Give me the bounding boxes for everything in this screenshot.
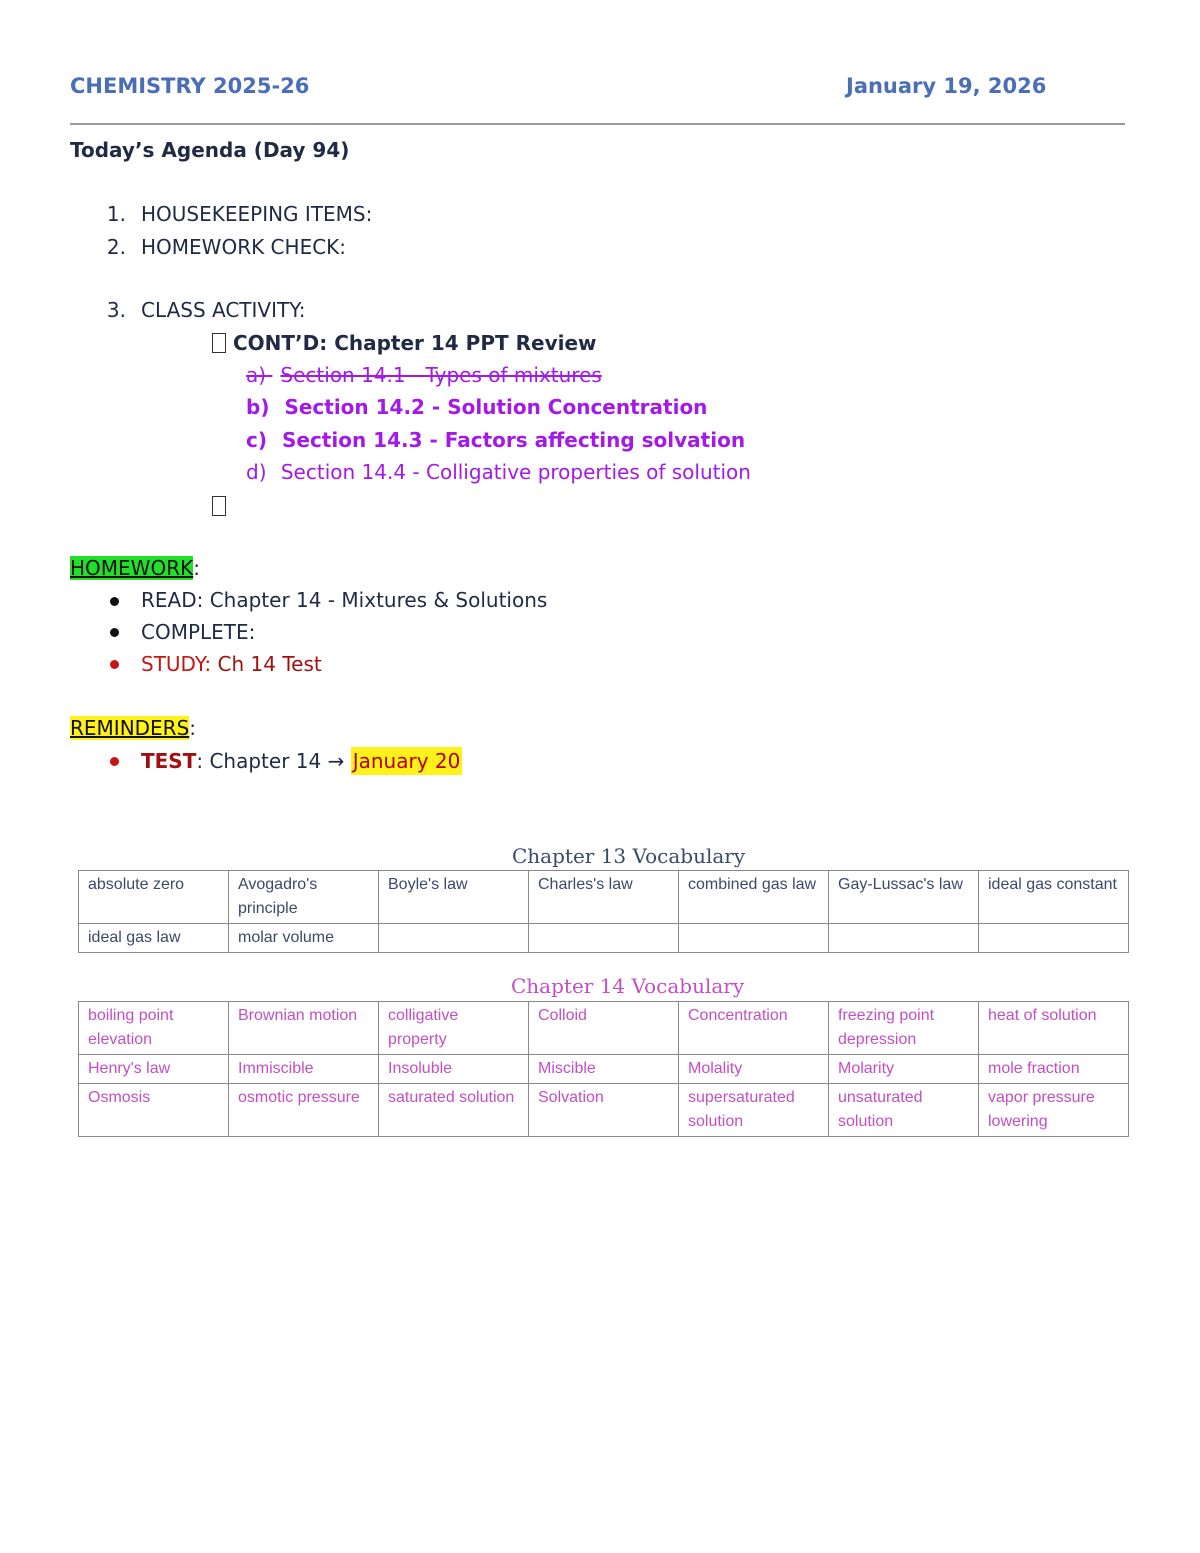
table-row (79, 871, 1129, 924)
vocab-cell: Osmosis (79, 1084, 229, 1137)
section-item (246, 428, 745, 452)
test-date: January 20 (352, 749, 461, 773)
vocab-cell: mole fraction (979, 1055, 1129, 1084)
document-date: January 19, 2026 (846, 74, 1047, 98)
vocab-cell: Henry's law (79, 1055, 229, 1084)
test-text: : Chapter 14 → (196, 749, 351, 773)
vocab-cell: Molality (679, 1055, 829, 1084)
homework-heading: HOMEWORK: (70, 556, 200, 580)
vocab-cell: colligative property (379, 1002, 529, 1055)
homework-item (141, 588, 547, 612)
vocab-cell: boiling point elevation (79, 1002, 229, 1055)
vocab13-title: Chapter 13 Vocabulary (512, 844, 746, 868)
vocab-cell: Boyle's law (379, 871, 529, 924)
vocab-cell: Immiscible (229, 1055, 379, 1084)
checkbox-icon (212, 333, 226, 353)
agenda-item-number: 1. (106, 202, 126, 226)
vocab-cell: heat of solution (979, 1002, 1129, 1055)
vocab14-table (78, 1001, 1129, 1137)
activity-heading (212, 331, 597, 355)
table-row (79, 924, 1129, 953)
vocab-cell: Charles's law (529, 871, 679, 924)
vocab-cell: supersaturated solution (679, 1084, 829, 1137)
bullet-icon (110, 757, 119, 766)
vocab-cell: osmotic pressure (229, 1084, 379, 1137)
bullet-icon (110, 597, 119, 606)
section-letter: a) (246, 363, 267, 387)
section-label: Section 14.1 - Types of mixtures (280, 363, 602, 387)
vocab-cell: Concentration (679, 1002, 829, 1055)
table-row (79, 1084, 1129, 1137)
vocab-cell: Insoluble (379, 1055, 529, 1084)
homework-item-value: Ch 14 Test (211, 652, 322, 676)
agenda-item-label: HOUSEKEEPING ITEMS: (141, 202, 373, 226)
test-key: TEST (141, 749, 197, 773)
vocab-cell: molar volume (229, 924, 379, 953)
activity-heading-chapter: 14 (430, 331, 459, 355)
homework-item (141, 620, 255, 644)
vocab-cell (979, 924, 1129, 953)
vocab-cell: Brownian motion (229, 1002, 379, 1055)
vocab14-title: Chapter 14 Vocabulary (511, 974, 745, 998)
vocab-cell: ideal gas law (79, 924, 229, 953)
homework-label: HOMEWORK (70, 556, 194, 580)
section-item (246, 460, 751, 484)
header-divider (70, 123, 1125, 125)
bullet-icon (110, 660, 119, 669)
vocab-cell: absolute zero (79, 871, 229, 924)
vocab13-table (78, 870, 1129, 953)
homework-item-key: STUDY: (141, 652, 212, 676)
reminders-label: REMINDERS (70, 716, 190, 740)
table-row (79, 1055, 1129, 1084)
section-label: Section 14.2 - Solution Concentration (284, 395, 708, 419)
agenda-item-number: 3. (106, 298, 126, 322)
vocab-cell: freezing point depression (829, 1002, 979, 1055)
vocab-cell: Molarity (829, 1055, 979, 1084)
vocab-cell (829, 924, 979, 953)
vocab-cell: Colloid (529, 1002, 679, 1055)
vocab-cell (379, 924, 529, 953)
section-letter: b) (246, 395, 270, 419)
test-reminder (141, 746, 462, 776)
section-letter: d) (246, 460, 267, 484)
homework-item-key: READ: (141, 588, 204, 612)
bullet-icon (110, 628, 119, 637)
table-row (79, 1002, 1129, 1055)
agenda-item-number: 2. (106, 235, 126, 259)
vocab-cell: ideal gas constant (979, 871, 1129, 924)
vocab-cell (679, 924, 829, 953)
activity-heading-prefix: CONT’D: Chapter (232, 331, 431, 355)
section-label: Section 14.4 - Colligative properties of solution (280, 460, 751, 484)
vocab-cell: unsaturated solution (829, 1084, 979, 1137)
section-letter: c) (246, 428, 267, 452)
homework-item-value: Chapter 14 - Mixtures & Solutions (203, 588, 548, 612)
agenda-title: Today’s Agenda (Day 94) (70, 138, 350, 162)
vocab-cell: Miscible (529, 1055, 679, 1084)
vocab-cell: vapor pressure lowering (979, 1084, 1129, 1137)
vocab-cell: combined gas law (679, 871, 829, 924)
agenda-item-label: CLASS ACTIVITY: (141, 298, 306, 322)
vocab-cell (529, 924, 679, 953)
homework-item (141, 652, 322, 676)
reminders-heading: REMINDERS: (70, 716, 197, 740)
section-label: Section 14.3 - Factors affecting solvation (281, 428, 746, 452)
course-title: CHEMISTRY 2025-26 (70, 74, 310, 98)
vocab-cell: Gay-Lussac's law (829, 871, 979, 924)
activity-heading-suffix: PPT Review (458, 331, 597, 355)
section-item (246, 395, 707, 419)
section-item (246, 363, 602, 387)
vocab-cell: saturated solution (379, 1084, 529, 1137)
empty-list-item (212, 494, 226, 518)
agenda-item-label: HOMEWORK CHECK: (141, 235, 347, 259)
homework-item-key: COMPLETE: (141, 620, 256, 644)
checkbox-icon (212, 496, 226, 516)
vocab-cell: Solvation (529, 1084, 679, 1137)
vocab-cell: Avogadro's principle (229, 871, 379, 924)
